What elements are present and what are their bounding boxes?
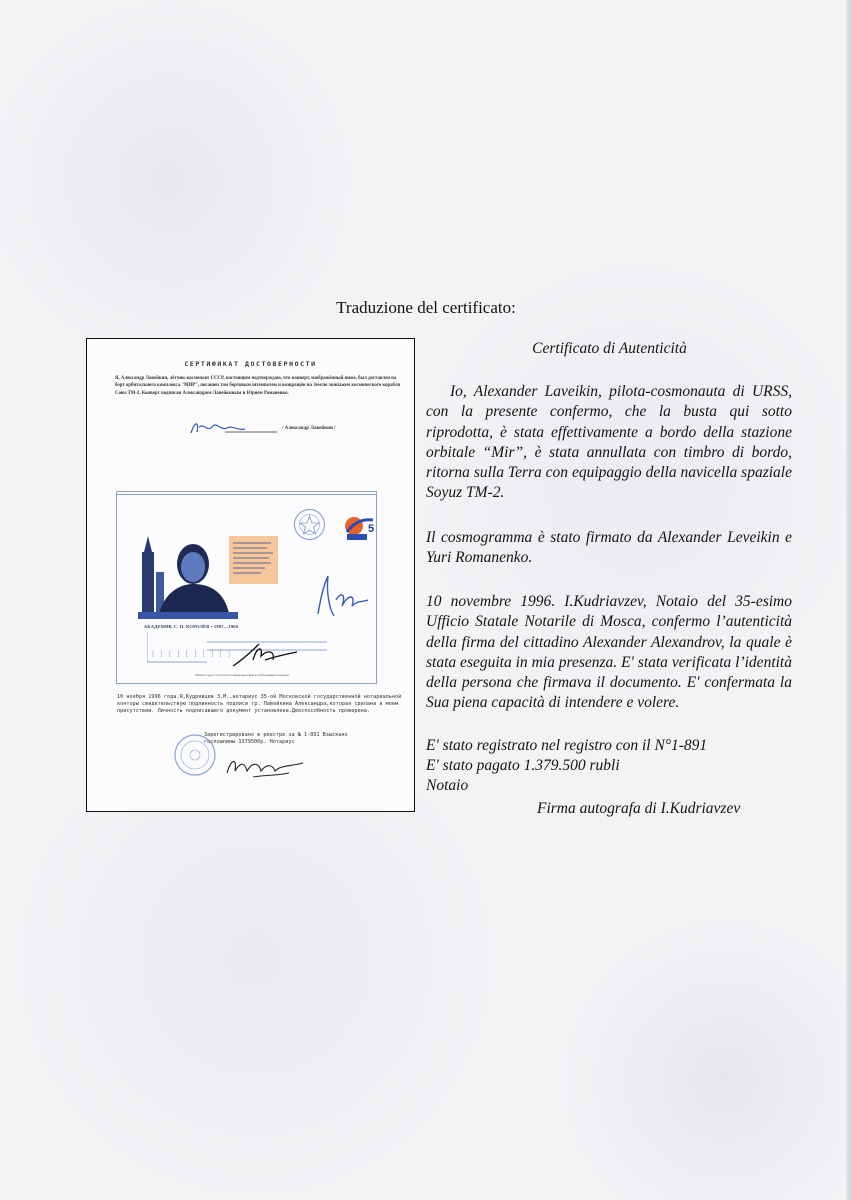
korolev-portrait	[138, 532, 238, 619]
registry-line: E' stato registrato nel registro con il N°1-891	[426, 737, 708, 754]
notary-text: 10 ноября 1996 года.Я,Кудрявцев З.М.,нотариус 35-ой Московской государственной нотариальной конторы свидетельствую подлинность подписи гр. Лавейкина Александра,которая сделана в моем присутствии. Личность подписавшего документ установлена.Дееспособность проверена.	[117, 694, 402, 714]
cosmonaut-signature-name: / Александр Лавейкин /	[282, 426, 336, 431]
certificate-image	[86, 338, 415, 812]
envelope-footer: Пишите адрес получателя самым коротким и разборчивым почерком	[195, 673, 289, 677]
certificate-body: Я, Александр Лавейкин, лётчик-космонавт СССР, настоящим подтверждаю, что конверт, изображённый ниже, был доставлен на борт орбитального комплекса "МИР", погашен там бортовым штемпелем и возвращён на Землю экипажем космического корабля Союз ТМ-2. Конверт подписан Александром Лавейкиным и Юрием Романенко.	[115, 376, 401, 396]
notary-label: Notaio	[426, 777, 469, 794]
translation-title: Certificato di Autenticità	[532, 340, 687, 357]
translation-paragraph-2: Il cosmogramma è stato firmato da Alexander Leveikin e Yuri Romanenko.	[426, 529, 792, 567]
signature-line: Firma autografa di I.Kudriavzev	[537, 800, 741, 817]
cosmonaut-signature	[185, 417, 281, 439]
envelope-printed-text	[231, 539, 277, 581]
envelope-caption: АКАДЕМИК С. П. КОРОЛЁВ • 1907—1966	[143, 624, 239, 629]
envelope-border-line	[117, 494, 376, 495]
stamp-value: 5	[368, 523, 375, 535]
translation-paragraph-3: 10 novembre 1996. I.Kudriavzev, Notaio del 35-esimo Ufficio Statale Notarile di Mosca, confermo l’autenticità della firma del cittadino Alexander Alexandrov, la quale è stata eseguita in mia presenza. E' stata verificata l’identità della persona che firmava il documento. E' confermata la Sua piena capacità di intendere e volere.	[426, 593, 792, 712]
svg-text:[ ] [ ] [ ] [ ] [ ]: [ ] [ ] [ ] [ ] [ ]	[151, 650, 232, 658]
envelope	[116, 491, 377, 684]
romanenko-signature	[312, 570, 372, 626]
payment-line: E' stato pagato 1.379.500 rubli	[426, 757, 620, 774]
postmark-icon	[293, 508, 326, 541]
registration-text: Зарегистрировано в реестре за № 1-891 Взыскано госпошлины 1379500р. Нотариус	[204, 732, 348, 745]
page-heading: Traduzione del certificato:	[336, 298, 516, 317]
postal-signature	[229, 640, 299, 670]
page-edge	[846, 0, 852, 1200]
certificate-title: СЕРТИФИКАТ ДОСТОВЕРНОСТИ	[184, 360, 317, 368]
translation-paragraph-1: Io, Alexander Laveikin, pilota-cosmonauta di URSS, con la presente confermo, che la busta qui sotto riprodotta, è stata effettivamente a bordo della stazione orbitale “Mir”, è stata annullata con timbro di bordo, ritorna sulla Terra con equipaggio della navicella spaziale Soyuz TM-2.	[426, 383, 792, 502]
notary-signature	[223, 749, 307, 783]
